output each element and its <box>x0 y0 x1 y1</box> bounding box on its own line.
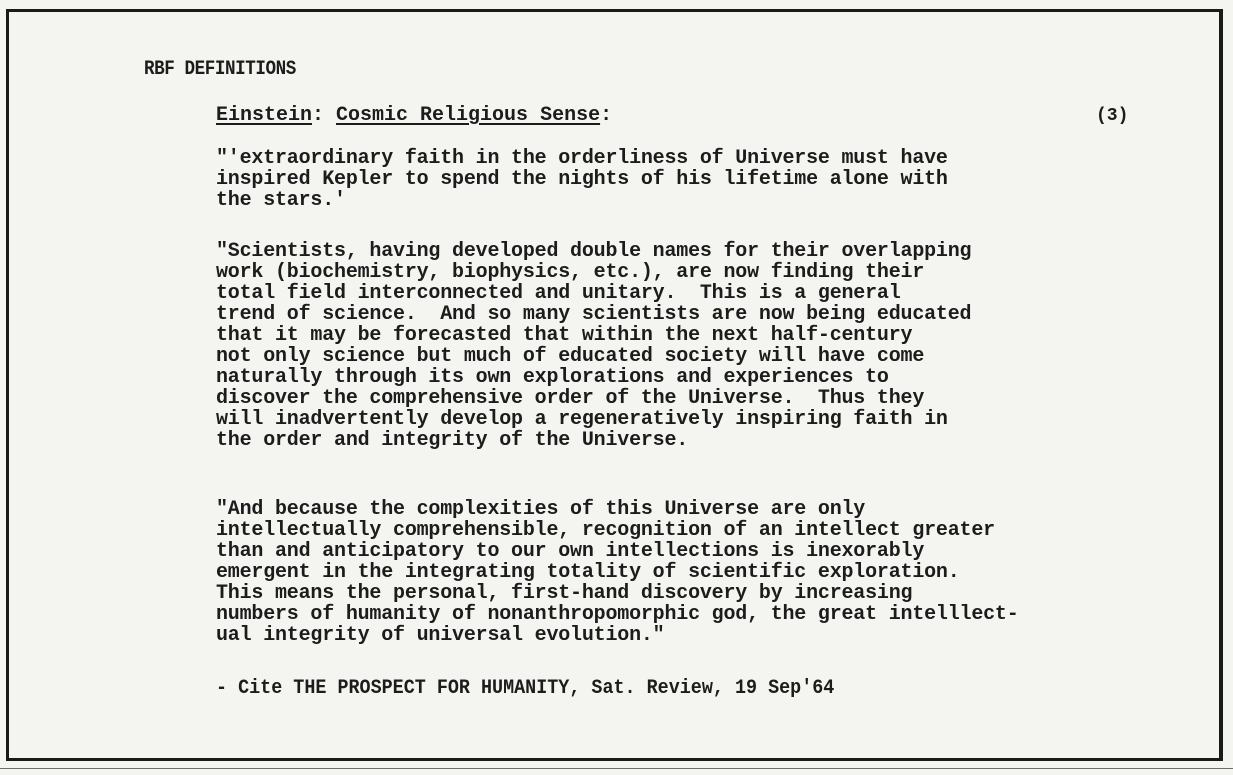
quote-line: discover the comprehensive order of the Universe. Thus they <box>216 387 925 410</box>
quote-line: numbers of humanity of nonanthropomorphic god, the great intelllect- <box>216 603 1019 626</box>
quote-line: naturally through its own explorations and experiences to <box>216 366 889 389</box>
quote-paragraph-1 <box>216 148 948 211</box>
heading-topic: Cosmic Religious Sense <box>336 104 601 127</box>
quote-line: "Scientists, having developed double names for their overlapping <box>216 240 972 263</box>
heading-author: Einstein <box>216 104 313 127</box>
quote-line: "And because the complexities of this Universe are only <box>216 498 866 521</box>
quote-line: than and anticipatory to our own intellections is inexorably <box>216 540 925 563</box>
quote-line: trend of science. And so many scientists are now being educated <box>216 303 972 326</box>
page-number: (3) <box>1096 106 1129 126</box>
definition-heading <box>216 104 612 127</box>
quote-line: the order and integrity of the Universe. <box>216 429 689 452</box>
quote-line: This means the personal, first-hand discovery by increasing <box>216 582 913 605</box>
quote-line: intellectually comprehensible, recognition of an intellect greater <box>216 519 995 542</box>
quote-line: work (biochemistry, biophysics, etc.), are now finding their <box>216 261 925 284</box>
quote-paragraph-2 <box>216 241 971 451</box>
quote-line: that it may be forecasted that within the next half-century <box>216 324 913 347</box>
quote-line: ual integrity of universal evolution." <box>216 624 665 647</box>
quote-line: will inadvertently develop a regeneratively inspiring faith in <box>216 408 948 431</box>
next-card-edge <box>0 768 1233 775</box>
quote-line: inspired Kepler to spend the nights of his lifetime alone with <box>216 168 948 191</box>
quote-line: the stars.' <box>216 189 346 212</box>
quote-line: emergent in the integrating totality of scientific exploration. <box>216 561 960 584</box>
quote-line: total field interconnected and unitary. This is a general <box>216 282 901 305</box>
quote-line: "'extraordinary faith in the orderliness of Universe must have <box>216 147 948 170</box>
citation: - Cite THE PROSPECT FOR HUMANITY, Sat. Review, 19 Sep'64 <box>216 677 835 700</box>
quote-line: not only science but much of educated society will have come <box>216 345 925 368</box>
heading-colon: : <box>600 104 613 127</box>
heading-separator: : <box>312 104 337 127</box>
quote-paragraph-3 <box>216 499 1019 646</box>
section-label: RBF DEFINITIONS <box>144 58 296 81</box>
